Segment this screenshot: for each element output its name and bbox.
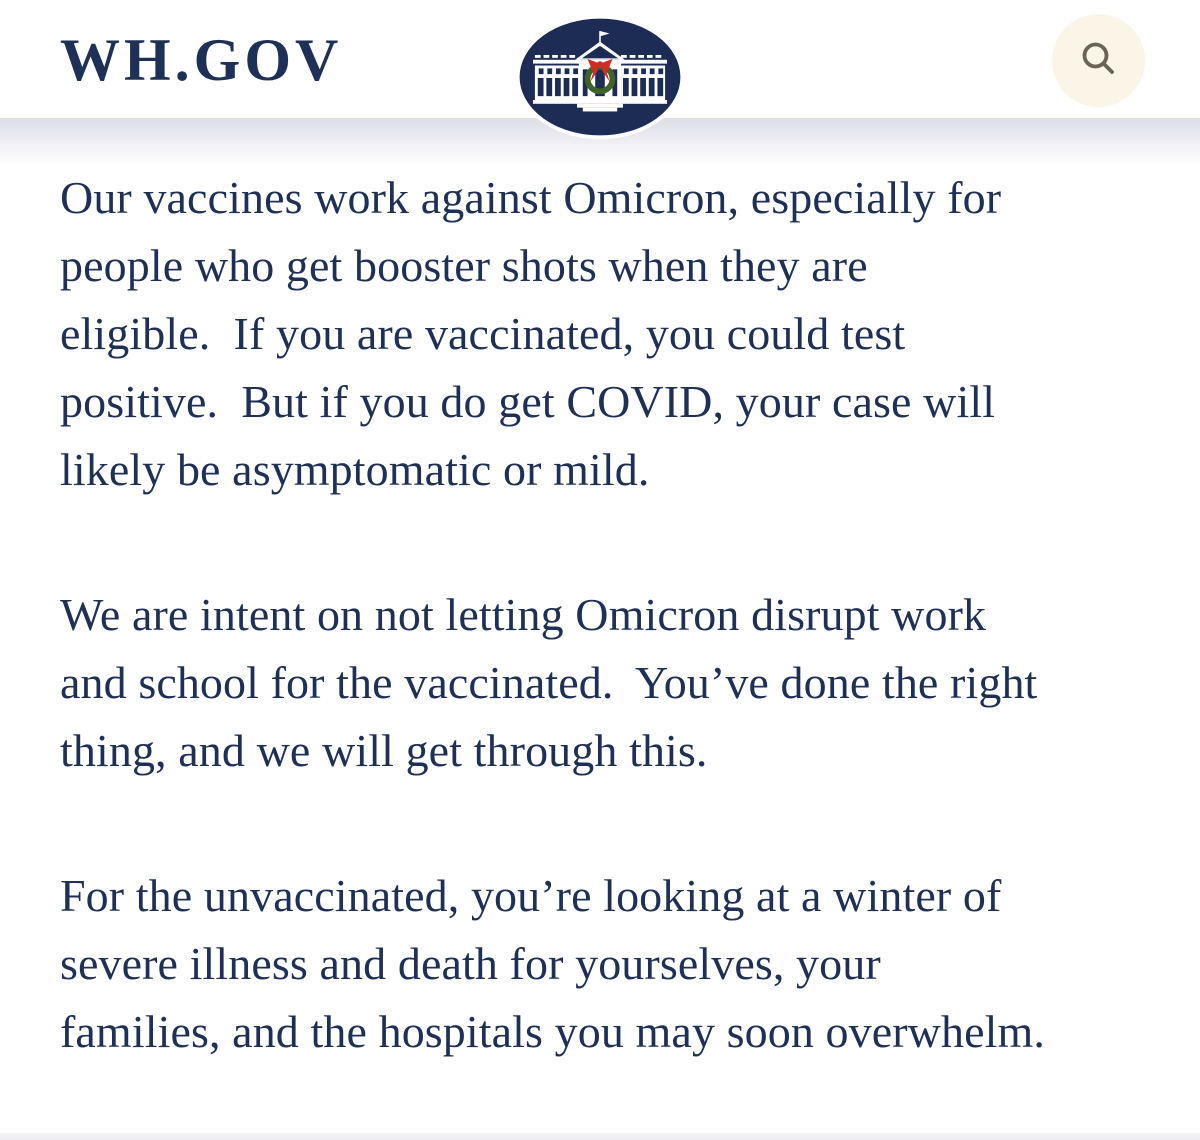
search-icon (1078, 39, 1120, 81)
text-line: eligible. If you are vaccinated, you could test (60, 308, 906, 359)
text-line: people who get booster shots when they are (60, 240, 868, 291)
search-button[interactable] (1052, 14, 1145, 107)
text-line: families, and the hospitals you may soon overwhelm. (60, 1006, 1045, 1057)
text-line: Our vaccines work against Omicron, especially for (60, 172, 1002, 223)
text-line: likely be asymptomatic or mild. (60, 444, 650, 495)
whitehouse-seal-icon (513, 10, 687, 144)
text-line: thing, and we will get through this. (60, 725, 708, 776)
text-line: severe illness and death for yourselves, your (60, 938, 881, 989)
paragraph (60, 581, 1142, 785)
paragraph (60, 862, 1142, 1066)
text-line: We are intent on not letting Omicron disrupt work (60, 589, 987, 640)
page-content (0, 164, 1200, 1066)
bottom-edge-strip (0, 1133, 1200, 1140)
text-line: and school for the vaccinated. You’ve done the right (60, 657, 1038, 708)
whitehouse-logo[interactable] (513, 10, 687, 144)
paragraph (60, 164, 1142, 504)
text-line: positive. But if you do get COVID, your case will (60, 376, 996, 427)
text-line: For the unvaccinated, you’re looking at a winter of (60, 870, 1002, 921)
statement-text (60, 164, 1142, 1066)
site-wordmark[interactable]: WH.GOV (60, 27, 343, 93)
site-header (0, 0, 1200, 118)
